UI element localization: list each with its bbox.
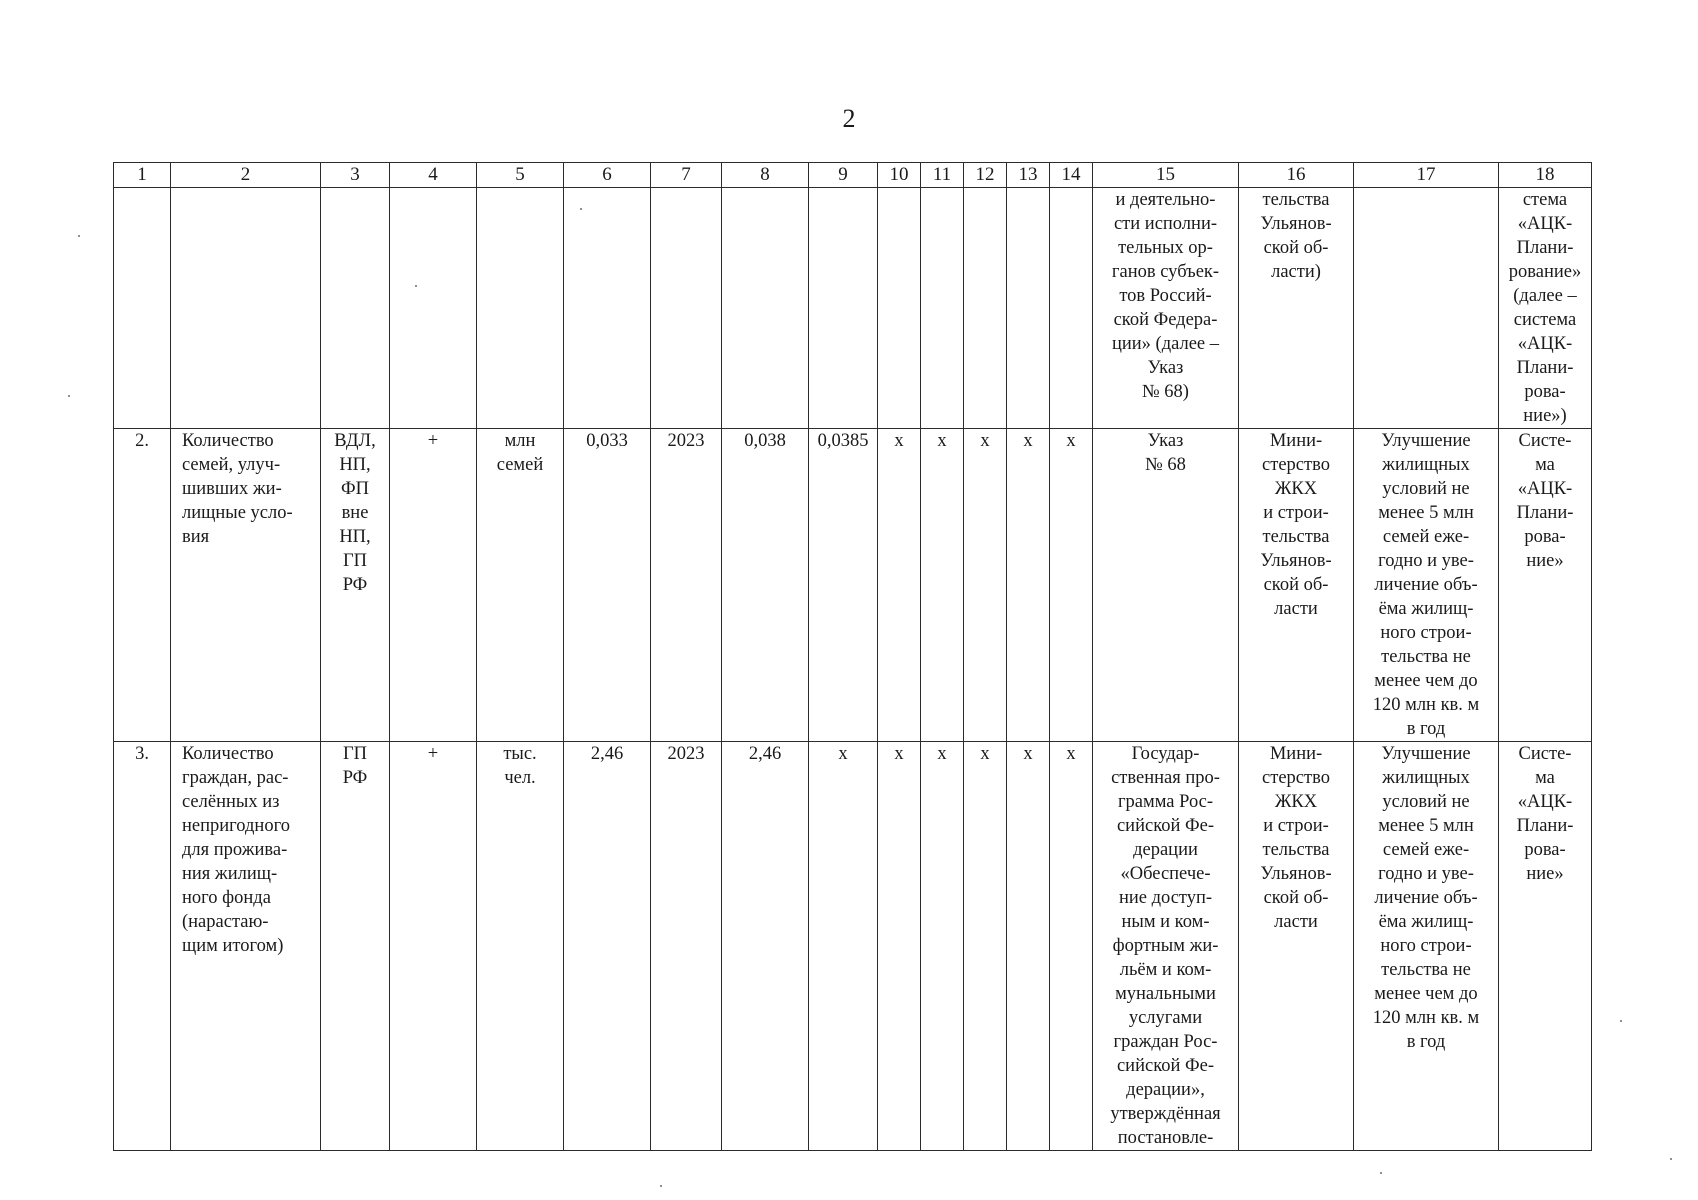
- scan-speck: [68, 395, 70, 397]
- column-number-row: [114, 163, 1592, 188]
- table-cell: +: [390, 742, 477, 1151]
- table-cell: [722, 188, 809, 429]
- scan-speck: [1620, 1020, 1622, 1022]
- table-cell: ВДЛ, НП, ФП вне НП, ГП РФ: [321, 429, 390, 742]
- page-number: 2: [842, 104, 856, 133]
- table-cell: ГП РФ: [321, 742, 390, 1151]
- table-cell: [1354, 188, 1499, 429]
- column-number: 5: [477, 163, 564, 188]
- column-number: 10: [878, 163, 921, 188]
- table-cell: Количество граждан, рас- селённых из непригодного для прожива- ния жилищ- ного фонда (нарастаю- щим итогом): [171, 742, 321, 1151]
- table-cell: Улучшение жилищных условий не менее 5 млн семей еже- годно и уве- личение объ- ёма жилищ- ного строи- тельства не менее чем до 120 млн кв. м в год: [1354, 742, 1499, 1151]
- scan-speck: [415, 285, 417, 287]
- table-cell: стема «АЦК- Плани- рование» (далее – система «АЦК- Плани- рова- ние»): [1499, 188, 1592, 429]
- table-cell: Мини- стерство ЖКХ и строи- тельства Ульянов- ской об- ласти: [1239, 429, 1354, 742]
- table-cell: x: [1050, 429, 1093, 742]
- table-cell: +: [390, 429, 477, 742]
- column-number: 16: [1239, 163, 1354, 188]
- table-cell: [564, 188, 651, 429]
- table-cell: x: [1007, 742, 1050, 1151]
- table-cell: [921, 188, 964, 429]
- table-cell: 2023: [651, 742, 722, 1151]
- table-cell: 0,038: [722, 429, 809, 742]
- table-cell: 0,0385: [809, 429, 878, 742]
- table-cell: Улучшение жилищных условий не менее 5 млн семей еже- годно и уве- личение объ- ёма жилищ- ного строи- тельства не менее чем до 120 млн кв. м в год: [1354, 429, 1499, 742]
- scan-speck: [1380, 1172, 1382, 1174]
- scan-speck: [1670, 1158, 1672, 1160]
- table-cell: x: [921, 429, 964, 742]
- table-cell: Количество семей, улуч- шивших жи- лищные усло- вия: [171, 429, 321, 742]
- table-cell: x: [964, 742, 1007, 1151]
- table-cell: [964, 188, 1007, 429]
- table-row: [114, 429, 1592, 742]
- table-cell: Систе- ма «АЦК- Плани- рова- ние»: [1499, 742, 1592, 1151]
- table-cell: [651, 188, 722, 429]
- scan-speck: [660, 1185, 662, 1187]
- column-number: 6: [564, 163, 651, 188]
- column-number: 3: [321, 163, 390, 188]
- table-cell: x: [809, 742, 878, 1151]
- column-number: 9: [809, 163, 878, 188]
- table-cell: x: [878, 742, 921, 1151]
- table-cell: Систе- ма «АЦК- Плани- рова- ние»: [1499, 429, 1592, 742]
- table-cell: [878, 188, 921, 429]
- table-cell: тыс. чел.: [477, 742, 564, 1151]
- table-cell: Государ- ственная про- грамма Рос- сийской Фе- дерации «Обеспече- ние доступ- ным и ком- фортным жи- льём и ком- мунальными услугами граждан Рос- сийской Фе- дерации», утверждённая постановле-: [1093, 742, 1239, 1151]
- table-row: [114, 188, 1592, 429]
- column-number: 18: [1499, 163, 1592, 188]
- table-row: [114, 742, 1592, 1151]
- table-cell: [390, 188, 477, 429]
- table-cell: 2023: [651, 429, 722, 742]
- table-cell: x: [878, 429, 921, 742]
- column-number: 8: [722, 163, 809, 188]
- table-cell: [477, 188, 564, 429]
- table-cell: Мини- стерство ЖКХ и строи- тельства Ульянов- ской об- ласти: [1239, 742, 1354, 1151]
- scan-speck: [78, 235, 80, 237]
- column-number: 2: [171, 163, 321, 188]
- table-cell: 2,46: [722, 742, 809, 1151]
- table-cell: млн семей: [477, 429, 564, 742]
- table-cell: 2,46: [564, 742, 651, 1151]
- table-cell: [809, 188, 878, 429]
- indicators-table: [113, 162, 1592, 1151]
- table-cell: x: [1050, 742, 1093, 1151]
- table-cell: [1050, 188, 1093, 429]
- table-cell: и деятельно- сти исполни- тельных ор- ганов субъек- тов Россий- ской Федера- ции» (далее – Указ № 68): [1093, 188, 1239, 429]
- column-number: 11: [921, 163, 964, 188]
- scan-speck: [580, 208, 582, 210]
- table-cell: [114, 188, 171, 429]
- table-cell: [321, 188, 390, 429]
- table-cell: тельства Ульянов- ской об- ласти): [1239, 188, 1354, 429]
- column-number: 14: [1050, 163, 1093, 188]
- table-cell: [1007, 188, 1050, 429]
- table-cell: 3.: [114, 742, 171, 1151]
- table-cell: x: [1007, 429, 1050, 742]
- column-number: 13: [1007, 163, 1050, 188]
- column-number: 15: [1093, 163, 1239, 188]
- table-cell: 2.: [114, 429, 171, 742]
- column-number: 4: [390, 163, 477, 188]
- column-number: 17: [1354, 163, 1499, 188]
- table-cell: [171, 188, 321, 429]
- table-cell: x: [921, 742, 964, 1151]
- table-cell: 0,033: [564, 429, 651, 742]
- table-cell: x: [964, 429, 1007, 742]
- table-cell: Указ № 68: [1093, 429, 1239, 742]
- column-number: 7: [651, 163, 722, 188]
- column-number: 1: [114, 163, 171, 188]
- column-number: 12: [964, 163, 1007, 188]
